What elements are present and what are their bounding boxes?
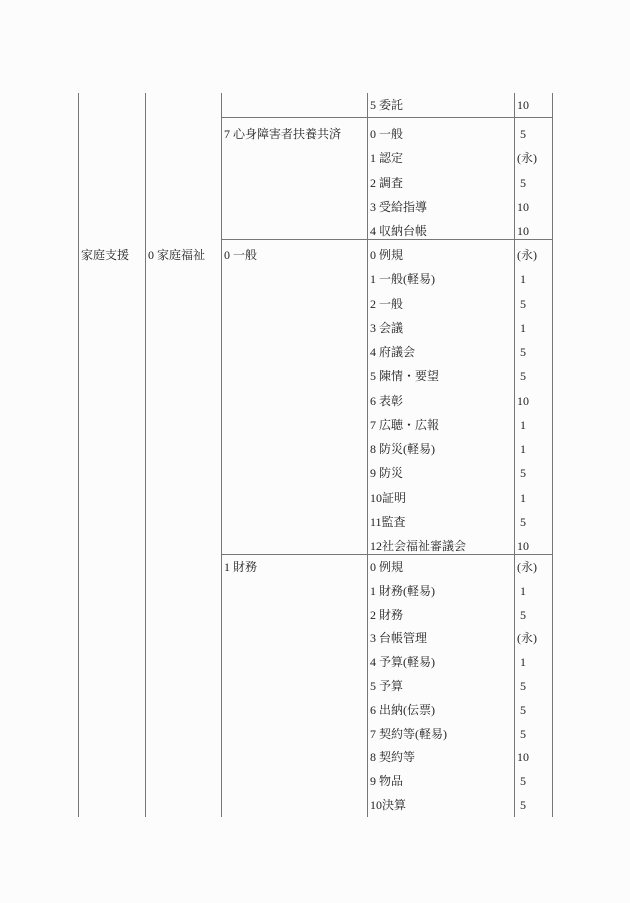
middle-category-cell: 0 一般	[221, 240, 367, 555]
division-cell: 家庭支援	[78, 240, 145, 555]
retention-period-value: 10	[517, 750, 529, 765]
item-line: 12社会福祉審議会	[370, 539, 467, 553]
item-line: 5 委託	[370, 98, 404, 112]
item-line: 1 一般(軽易)	[370, 272, 435, 287]
item-line: 4 予算(軽易)	[370, 655, 435, 670]
item-line: 5 陳情・要望	[370, 369, 440, 384]
retention-period-value: 5	[517, 726, 526, 741]
retention-period-value: 10	[517, 98, 529, 112]
retention-period-value: 1	[517, 490, 526, 505]
item-line: 4 収納台帳	[370, 224, 428, 238]
major-category-cell	[145, 555, 221, 817]
item-line: 3 台帳管理	[370, 631, 428, 646]
retention-period-value: 5	[517, 127, 526, 141]
retention-schedule-table	[78, 93, 553, 817]
item-line: 2 一般	[370, 296, 404, 311]
item-line: 9 防災	[370, 466, 404, 481]
item-line: 8 防災(軽易)	[370, 442, 435, 456]
division-cell	[78, 118, 145, 240]
major-category-cell	[145, 118, 221, 240]
item-line: 3 会議	[370, 320, 404, 335]
retention-period-value: 5	[517, 369, 526, 384]
retention-period-cell	[514, 93, 553, 118]
retention-period-value: 1	[517, 442, 526, 456]
item-line: 2 財務	[370, 607, 404, 622]
division-cell	[78, 93, 145, 118]
item-line: 6 出納(伝票)	[370, 702, 435, 717]
item-line: 1 財務(軽易)	[370, 583, 435, 598]
retention-period-value: 5	[517, 175, 526, 190]
retention-period-value: 10	[517, 393, 529, 408]
item-list-cell	[367, 555, 514, 817]
retention-period-cell	[514, 240, 553, 555]
retention-period-value: 5	[517, 466, 526, 481]
retention-period-value: 5	[517, 607, 526, 622]
item-line: 2 調査	[370, 175, 404, 190]
retention-period-value: 10	[517, 199, 529, 214]
table-section-row	[78, 118, 553, 240]
item-line: 10証明	[370, 490, 407, 505]
item-list-cell	[367, 240, 514, 555]
retention-period-value: 1	[517, 272, 526, 287]
retention-period-value: 5	[517, 296, 526, 311]
retention-period-value: 5	[517, 345, 526, 359]
middle-category-cell: 7 心身障害者扶養共済	[221, 118, 367, 240]
retention-period-cell	[514, 555, 553, 817]
table-section-row	[78, 240, 553, 555]
item-line: 5 予算	[370, 678, 404, 693]
retention-period-value: 1	[517, 583, 526, 598]
item-line: 9 物品	[370, 774, 404, 789]
item-line: 8 契約等	[370, 750, 416, 765]
retention-period-value: 1	[517, 320, 526, 335]
division-cell	[78, 555, 145, 817]
retention-period-value: 1	[517, 655, 526, 670]
retention-period-value: 5	[517, 797, 526, 812]
retention-period-value: 10	[517, 224, 529, 238]
item-line: 6 表彰	[370, 393, 404, 408]
retention-period-value: 5	[517, 702, 526, 717]
item-line: 7 広聴・広報	[370, 417, 440, 432]
item-line: 4 府議会	[370, 345, 416, 359]
retention-period-value: 1	[517, 417, 526, 432]
retention-period-value: (永)	[517, 560, 537, 574]
item-line: 11監査	[370, 514, 406, 529]
major-category-cell	[145, 93, 221, 118]
item-line: 0 例規	[370, 560, 404, 574]
item-line: 0 例規	[370, 248, 404, 262]
retention-period-value: 5	[517, 678, 526, 693]
item-line: 3 受給指導	[370, 199, 428, 214]
retention-period-value: 10	[517, 539, 529, 553]
table-section-row	[78, 555, 553, 817]
item-line: 7 契約等(軽易)	[370, 726, 447, 741]
retention-period-value: 5	[517, 774, 526, 789]
retention-period-value: (永)	[517, 631, 537, 646]
retention-period-value: (永)	[517, 248, 537, 262]
item-list-cell	[367, 118, 514, 240]
retention-period-value: 5	[517, 514, 526, 529]
retention-period-value: (永)	[517, 151, 537, 166]
middle-category-cell: 1 財務	[221, 555, 367, 817]
retention-period-cell	[514, 118, 553, 240]
item-line: 0 一般	[370, 127, 404, 141]
item-line: 1 認定	[370, 151, 404, 166]
item-line: 10決算	[370, 797, 407, 812]
major-category-cell: 0 家庭福祉	[145, 240, 221, 555]
table-section-row	[78, 93, 553, 118]
item-list-cell	[367, 93, 514, 118]
middle-category-cell	[221, 93, 367, 118]
